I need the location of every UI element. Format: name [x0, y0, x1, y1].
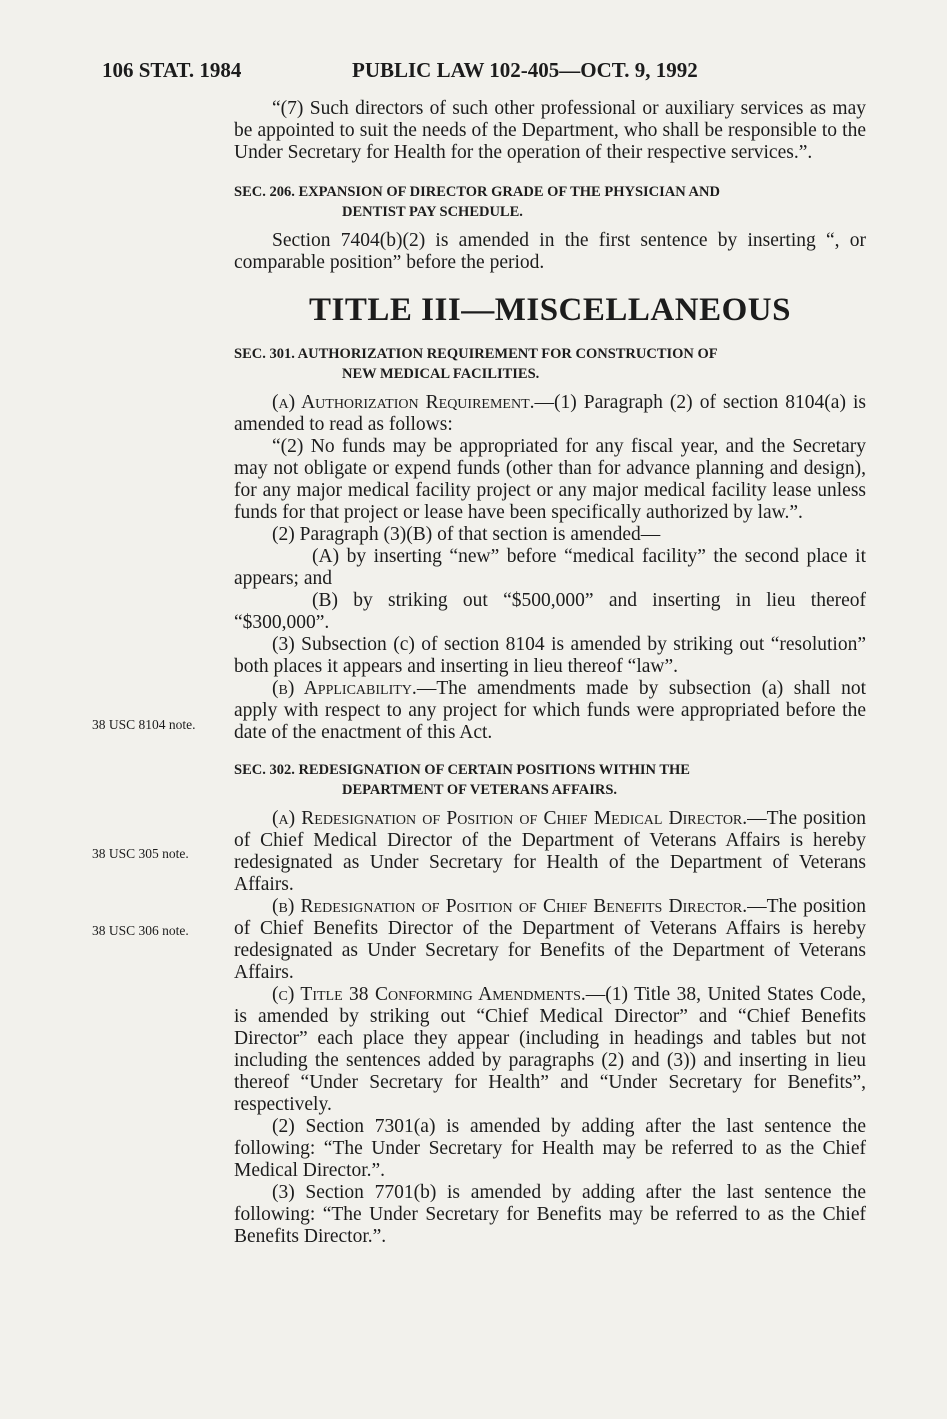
sec-206-heading-line2: DENTIST PAY SCHEDULE.: [342, 204, 523, 220]
margin-note-306: 38 USC 306 note.: [92, 923, 189, 938]
sec-301-a-text: —(1) Paragraph (2) of section 8104(a) is amended to read as follows:: [234, 392, 866, 435]
sec-302-b-text: —The position of Chief Benefits Director of the Department of Veterans Affairs is hereby redesignated as Under Secretary for Benefits of the Department of Veterans Affairs.: [234, 896, 866, 983]
sec-206-heading-line1: SEC. 206. EXPANSION OF DIRECTOR GRADE OF THE PHYSICIAN AND: [234, 184, 720, 200]
title-iii-heading: TITLE III—MISCELLANEOUS: [309, 292, 791, 328]
sec-302-c2: (2) Section 7301(a) is amended by adding after the last sentence the following: “The Under Secretary for Health may be referred to as the Chief Medical Director.”.: [234, 1116, 866, 1181]
sec-301-2A: (A) by inserting “new” before “medical facility” the second place it appears; and: [234, 546, 866, 589]
sec-302-heading-line1: SEC. 302. REDESIGNATION OF CERTAIN POSITIONS WITHIN THE: [234, 762, 690, 778]
margin-note-305: 38 USC 305 note.: [92, 846, 189, 861]
sec-302-a-label: (a) Redesignation of Position of Chief Medical Director.: [272, 808, 748, 829]
sec-301-quote: “(2) No funds may be appropriated for any fiscal year, and the Secretary may not obligate or expend funds (other than for advance planning and design), for any major medical facility project or any major medical facility lease unless funds for that project or lease have been specifically authorized by law.”.: [234, 436, 866, 523]
sec-302-heading: [234, 760, 866, 800]
law-citation-header: PUBLIC LAW 102-405—OCT. 9, 1992: [352, 58, 698, 82]
sec-301-b-label: (b) Applicability.: [272, 678, 417, 699]
sec-301-b: [234, 678, 866, 744]
paragraph-7-quote: “(7) Such directors of such other professional or auxiliary services as may be appointed to suit the needs of the Department, who shall be responsible to the Under Secretary for Health for the operation of their respective services.”.: [234, 98, 866, 163]
sec-302-c3: (3) Section 7701(b) is amended by adding after the last sentence the following: “The Under Secretary for Benefits may be referred to as the Chief Benefits Director.”.: [234, 1182, 866, 1247]
sec-301-heading-line1: SEC. 301. AUTHORIZATION REQUIREMENT FOR CONSTRUCTION OF: [234, 346, 718, 362]
page-header: [102, 58, 867, 88]
sec-301-2B: (B) by striking out “$500,000” and inserting in lieu thereof “$300,000”.: [234, 590, 866, 633]
sec-206-text: Section 7404(b)(2) is amended in the first sentence by inserting “, or comparable position” before the period.: [234, 230, 866, 273]
stat-page-number: 106 STAT. 1984: [102, 58, 242, 82]
sec-302-a: [234, 808, 866, 896]
sec-302-a-text: —The position of Chief Medical Director of the Department of Veterans Affairs is hereby redesignated as Under Secretary for Health of the Department of Veterans Affairs.: [234, 808, 866, 895]
sec-302-c: [234, 984, 866, 1116]
sec-302-c-text: —(1) Title 38, United States Code, is amended by striking out “Chief Medical Director” and “Chief Benefits Director” each place they appear (including in headings and tables but not including the sentences added by paragraphs (2) and (3)) and inserting in lieu thereof “Under Secretary for Health” and “Under Secretary for Benefits”, respectively.: [234, 984, 866, 1115]
body-text: [234, 98, 866, 1248]
sec-301-a: [234, 392, 866, 436]
sec-302-b-label: (b) Redesignation of Position of Chief Benefits Director.: [272, 896, 748, 917]
sec-301-2: (2) Paragraph (3)(B) of that section is amended—: [272, 524, 661, 545]
sec-301-heading: [234, 344, 866, 384]
sec-301-b-text: —The amendments made by subsection (a) shall not apply with respect to any project for which funds were appropriated before the date of the enactment of this Act.: [234, 678, 866, 743]
sec-302-heading-line2: DEPARTMENT OF VETERANS AFFAIRS.: [342, 782, 618, 798]
margin-note-8104: 38 USC 8104 note.: [92, 717, 196, 732]
sec-301-3: (3) Subsection (c) of section 8104 is amended by striking out “resolution” both places it appears and inserting in lieu thereof “law”.: [234, 634, 866, 677]
sec-302-b: [234, 896, 866, 984]
sec-301-heading-line2: NEW MEDICAL FACILITIES.: [342, 366, 540, 382]
sec-301-a-label: (a) Authorization Requirement.: [272, 392, 535, 413]
sec-302-c-label: (c) Title 38 Conforming Amendments.: [272, 984, 586, 1005]
sec-206-heading: [234, 182, 866, 222]
